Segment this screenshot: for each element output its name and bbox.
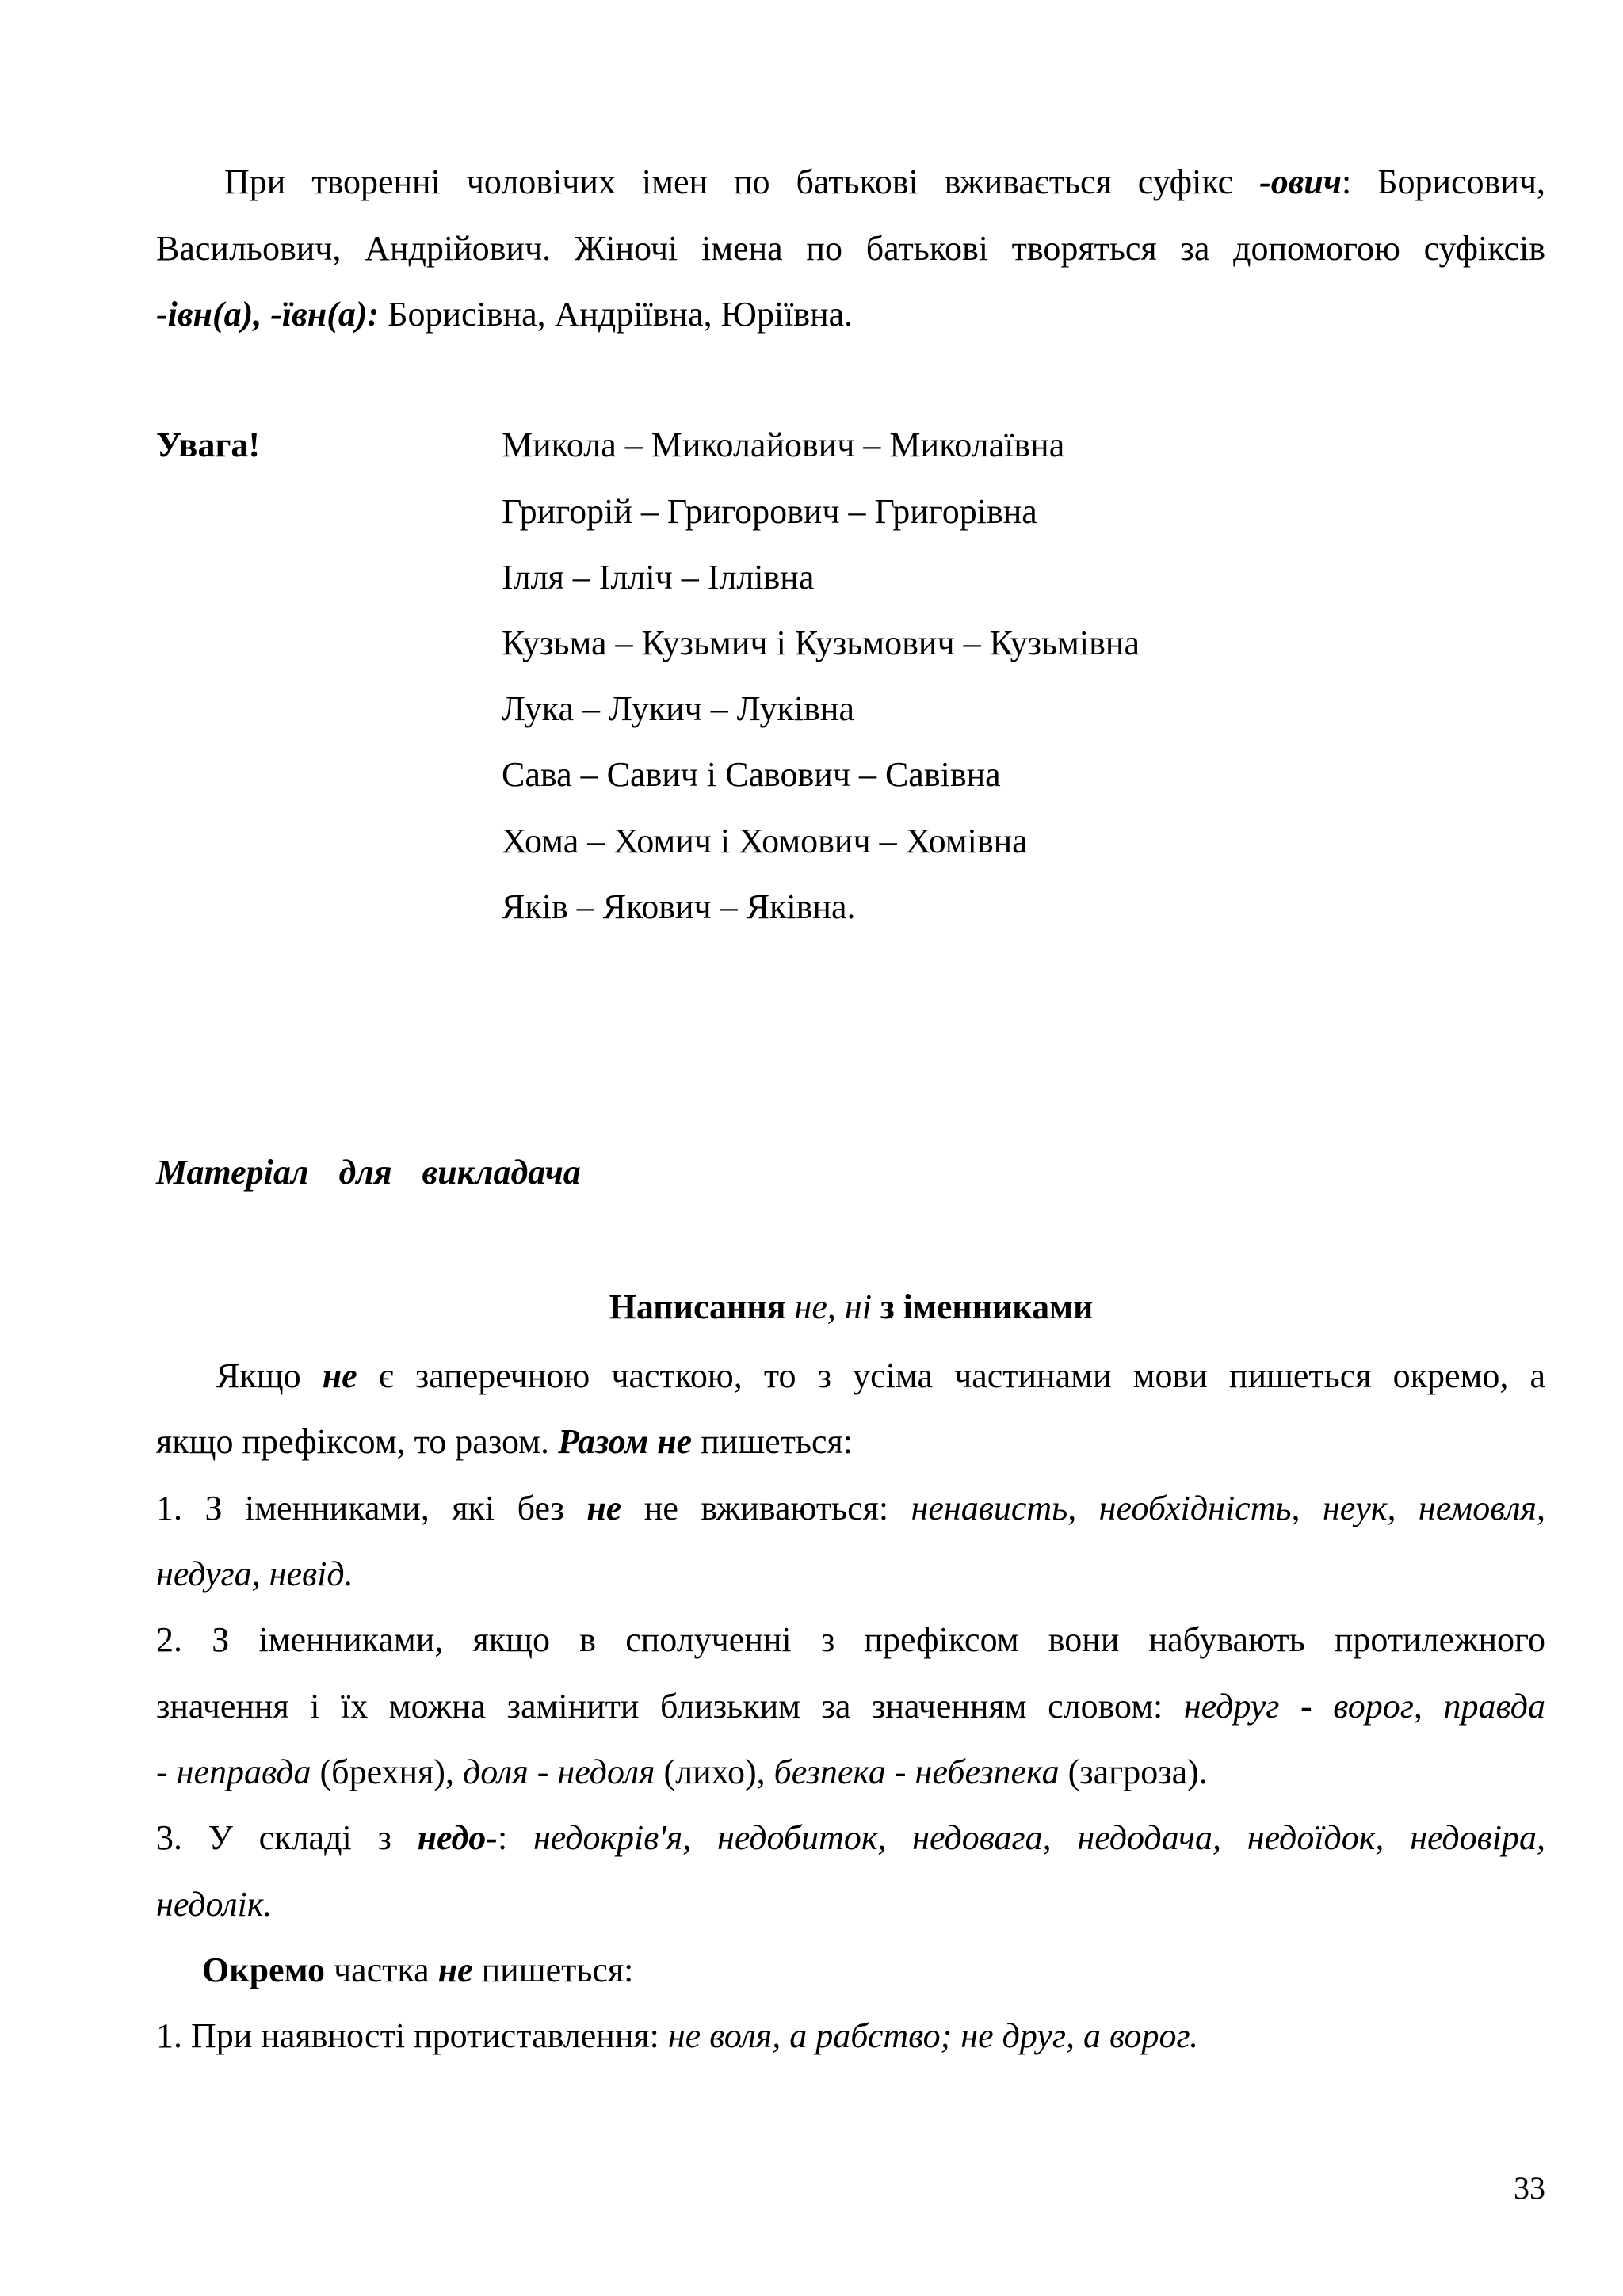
rule-item-3 xyxy=(156,1818,1545,1857)
patronymic-row: Яків – Якович – Яківна. xyxy=(502,887,856,926)
text: ненависть, необхідність, неук, немовля, xyxy=(911,1489,1545,1527)
text: не воля, а рабство; не друг, а ворог. xyxy=(667,2016,1199,2055)
text: не xyxy=(322,1356,357,1395)
patronymic-row: Лука – Лукич – Луківна xyxy=(502,689,854,728)
text: Якщо xyxy=(216,1356,323,1395)
text: недо- xyxy=(417,1818,498,1857)
rule-item-1 xyxy=(156,1491,1545,1526)
rule-separate-item-1 xyxy=(156,2016,1545,2055)
text: : xyxy=(497,1818,533,1857)
text: (загроза). xyxy=(1059,1753,1208,1791)
patronymic-row: Сава – Савич і Савович – Савівна xyxy=(502,755,1001,794)
patronymic-row: Кузьма – Кузьмич і Кузьмович – Кузьмівна xyxy=(502,624,1140,662)
text: не, ні xyxy=(794,1287,872,1326)
text: Окремо xyxy=(202,1951,325,1989)
text: недруг - ворог, правда xyxy=(1183,1687,1545,1726)
text: (брехня), xyxy=(311,1753,463,1791)
text: безпека - небезпека xyxy=(773,1753,1060,1791)
text: Разом не xyxy=(557,1422,693,1461)
patronymic-row: Микола – Миколайович – Миколаївна xyxy=(502,425,1065,464)
text: доля - недоля xyxy=(462,1753,655,1791)
note-label: Увага! xyxy=(156,425,261,464)
patronymic-row: Ілля – Ілліч – Іллівна xyxy=(502,558,815,597)
text: недокрів'я, недобиток, недовага, недодача, недоїдок, недовіра, xyxy=(533,1818,1545,1857)
patronymic-row: Хома – Хомич і Хомович – Хомівна xyxy=(502,822,1028,860)
text: Васильович, Андрійович. Жіночі імена по батькові творяться за допомогою суфіксів xyxy=(156,229,1545,268)
text: не вживаються: xyxy=(621,1489,911,1527)
text: пишеться: xyxy=(692,1422,853,1461)
text: (лихо), xyxy=(655,1753,774,1791)
text: є заперечною часткою, то з усіма частинами мови пишеться окремо, а xyxy=(357,1356,1546,1395)
suffix-ivna: -івн(а), -ївн(а): xyxy=(156,295,380,334)
text: При творенні чоловічих імен по батькові вживається суфікс xyxy=(224,162,1260,201)
text: частка xyxy=(324,1951,438,1989)
intro-line-1 xyxy=(224,162,1545,201)
rule-item-2-cont2 xyxy=(156,1755,1545,1790)
intro-line-2 xyxy=(156,231,1545,266)
text: 1. При наявності протиставлення: xyxy=(156,2016,668,2055)
rule-line-1 xyxy=(216,1356,1546,1395)
text: якщо префіксом, то разом. xyxy=(156,1422,558,1461)
rule-item-2: 2. З іменниками, якщо в сполученні з префіксом вони набувають протилежного xyxy=(156,1620,1545,1659)
text: : Борисович, xyxy=(1342,162,1545,201)
text: Написання xyxy=(609,1287,795,1326)
text: пишеться: xyxy=(472,1951,634,1989)
page-number: 33 xyxy=(1514,2170,1545,2206)
section-title: Матеріал для викладача xyxy=(156,1153,581,1192)
page-heading xyxy=(0,1287,1623,1326)
text: не xyxy=(586,1489,622,1527)
text: - неправда xyxy=(156,1753,311,1791)
text: значення і їх можна замінити близьким за значенням словом: xyxy=(156,1687,1184,1726)
text: з іменниками xyxy=(871,1287,1094,1326)
rule-item-1-cont: недуга, невід. xyxy=(156,1554,353,1593)
rule-separate xyxy=(202,1953,1591,1988)
rule-item-3-cont: недолік. xyxy=(156,1885,273,1924)
rule-item-2-cont xyxy=(156,1689,1545,1724)
suffix-ovych: -ович xyxy=(1259,162,1342,201)
text: Борисівна, Андріївна, Юріївна. xyxy=(379,295,854,334)
intro-line-3 xyxy=(156,297,1545,332)
text: 3. У складі з xyxy=(156,1818,418,1857)
text: не xyxy=(437,1951,473,1989)
patronymic-row: Григорій – Григорович – Григорівна xyxy=(502,492,1037,531)
rule-line-2 xyxy=(156,1422,1545,1461)
text: 1. З іменниками, які без xyxy=(156,1489,587,1527)
